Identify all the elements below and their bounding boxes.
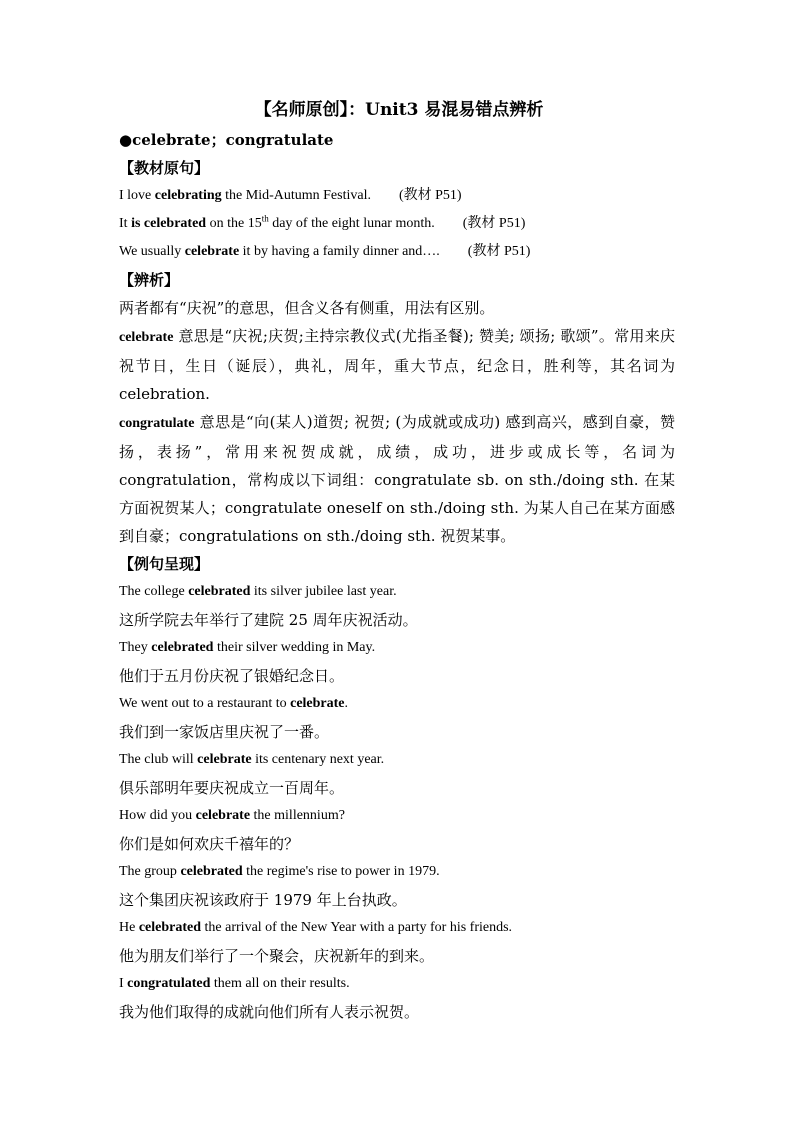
example-translation: 这所学院去年举行了建院 25 周年庆祝活动。 (119, 611, 418, 629)
analysis-heading: 【辨析】 (119, 271, 180, 289)
example-translation: 他为朋友们举行了一个聚会，庆祝新年的到来。 (119, 947, 435, 965)
example-sentence: We went out to a restaurant to celebrate. (119, 696, 349, 711)
example-sentence: The college celebrated its silver jubilee last year. (119, 584, 397, 599)
textbook-sentence: I love celebrating the Mid-Autumn Festival. (教材 P51) (119, 188, 462, 203)
examples-heading: 【例句呈现】 (119, 555, 210, 573)
example-sentence: The group celebrated the regime's rise to power in 1979. (119, 864, 440, 879)
example-sentence: How did you celebrate the millennium? (119, 808, 345, 823)
example-translation: 俱乐部明年要庆祝成立一百周年。 (119, 779, 345, 797)
source-ref: (教材 P51) (398, 188, 462, 203)
topic-heading: ●celebrate；congratulate (119, 131, 334, 149)
example-sentence: They celebrated their silver wedding in May. (119, 640, 376, 655)
document-page (119, 96, 679, 1026)
example-sentence: The club will celebrate its centenary next year. (119, 752, 385, 767)
example-translation: 我为他们取得的成就向他们所有人表示祝贺。 (119, 1003, 420, 1021)
example-translation: 这个集团庆祝该政府于 1979 年上台执政。 (119, 891, 407, 909)
textbook-heading: 【教材原句】 (119, 159, 210, 177)
example-list (119, 578, 679, 1026)
source-ref: (教材 P51) (467, 244, 531, 259)
textbook-sentence: It is celebrated on the 15th day of the eight lunar month. (教材 P51) (119, 213, 526, 231)
example-sentence: I congratulated them all on their results. (119, 976, 350, 991)
example-translation: 我们到一家饭店里庆祝了一番。 (119, 723, 330, 741)
textbook-sentence: We usually celebrate it by having a family dinner and…. (教材 P51) (119, 244, 531, 259)
analysis-celebrate: celebrate 意思是“庆祝;庆贺;主持宗教仪式(尤指圣餐); 赞美; 颂扬; 歌颂”。常用来庆祝节日，生日（诞辰），典礼，周年，重大节点，纪念日，胜利等，其名词为 celebration. (119, 327, 675, 403)
analysis-congratulate: congratulate 意思是“向(某人)道贺; 祝贺; (为成就或成功) 感到高兴，感到自豪，赞扬，表扬”，常用来祝贺成就，成绩，成功，进步或成长等，名词为 congratulation，常构成以下词组：congratulate sb. on sth./doing sth. 在某方面祝贺某人；congratulate oneself on sth./doing sth. 为某人自己在某方面感到自豪；congratulations on sth./doing sth. 祝贺某事。 (119, 413, 675, 545)
example-translation: 他们于五月份庆祝了银婚纪念日。 (119, 667, 345, 685)
analysis-intro: 两者都有“庆祝”的意思，但含义各有侧重，用法有区别。 (119, 299, 495, 317)
example-sentence: He celebrated the arrival of the New Year with a party for his friends. (119, 920, 513, 935)
page-title: 【名师原创】：Unit3 易混易错点辨析 (254, 100, 544, 120)
example-translation: 你们是如何欢庆千禧年的？ (119, 835, 300, 853)
source-ref: (教材 P51) (462, 216, 526, 231)
